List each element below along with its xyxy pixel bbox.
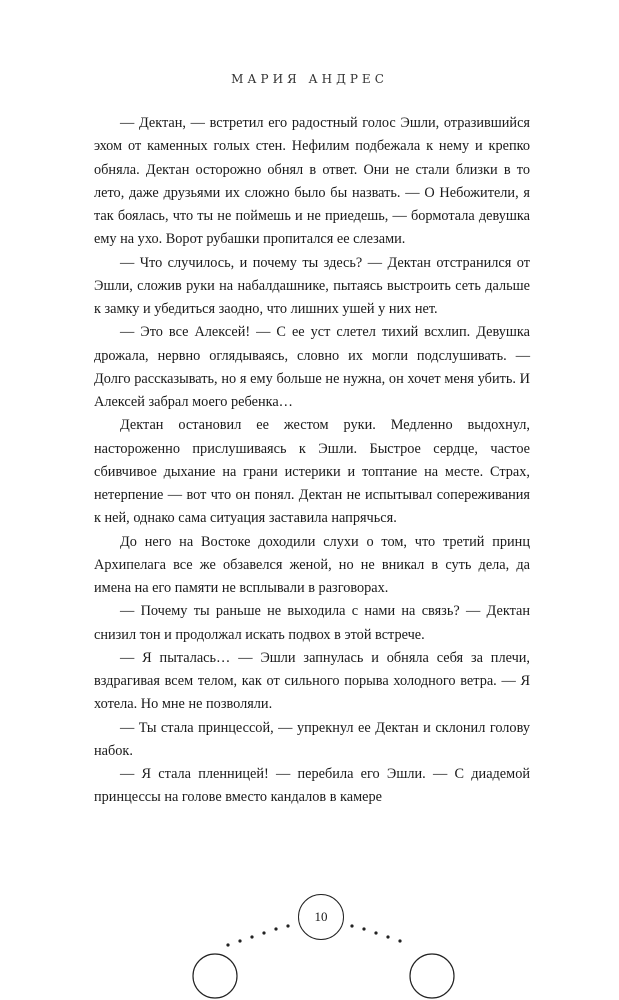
paragraph: — Это все Алексей! — С ее уст слетел тихий всхлип. Девушка дрожала, нервно оглядываясь, словно их могли подслушивать. — Долго рассказывать, но я ему больше не нужна, он хочет меня убить. И Алексей забрал моего ребенка… [94, 324, 530, 410]
paragraph: — Я стала пленницей! — перебила его Эшли. — С диадемой принцессы на голове вместо кандалов в камере [94, 766, 530, 806]
running-header-author: МАРИЯ АНДРЕС [231, 72, 388, 86]
paragraph: — Почему ты раньше не выходила с нами на связь? — Дектан снизил тон и продолжал искать подвох в этой встрече. [94, 603, 530, 643]
ornament-circle-right [410, 954, 454, 998]
page-footer [0, 880, 619, 1000]
paragraph: — Ты стала принцессой, — упрекнул ее Дектан и склонил голову набок. [94, 719, 530, 759]
body-text [94, 112, 530, 810]
paragraph: Дектан остановил ее жестом руки. Медленно выдохнул, настороженно прислушиваясь к Эшли. Быстрое сердце, частое сбивчивое дыхание на грани истерики и топтание на месте. Страх, нетерпение — вот что он понял. Дектан не испытывал сопереживания к ней, однако сама ситуация заставила напрячься. [94, 417, 530, 527]
paragraph: До него на Востоке доходили слухи о том, что третий принц Архипелага все же обзавелся женой, но не вникал в суть дела, да имена на его памяти не всплывали в разговорах. [94, 533, 530, 596]
ornament-circle-left [193, 954, 237, 998]
paragraph: — Что случилось, и почему ты здесь? — Дектан отстранился от Эшли, сложив руки на набалдашнике, пытаясь выстроить сеть дальше к замку и убедиться заодно, что лишних ушей у них нет. [94, 254, 530, 317]
paragraph: — Я пыталась… — Эшли запнулась и обняла себя за плечи, вздрагивая всем телом, как от сильного порыва холодного ветра. — Я хотела. Но мне не позволяли. [94, 649, 530, 713]
page-number: 10 [298, 894, 344, 940]
paragraph: — Дектан, — встретил его радостный голос Эшли, отразившийся эхом от каменных голых стен. Нефилим подбежала к нему и крепко обняла. Дектан осторожно обнял в ответ. Они не стали близки в то лето, даже друзьями их сложно было бы назвать. — О Небожители, я так боялась, что ты не поймешь и не приедешь, — бормотала девушка ему на ухо. Ворот рубашки пропитался ее слезами. [94, 115, 530, 248]
